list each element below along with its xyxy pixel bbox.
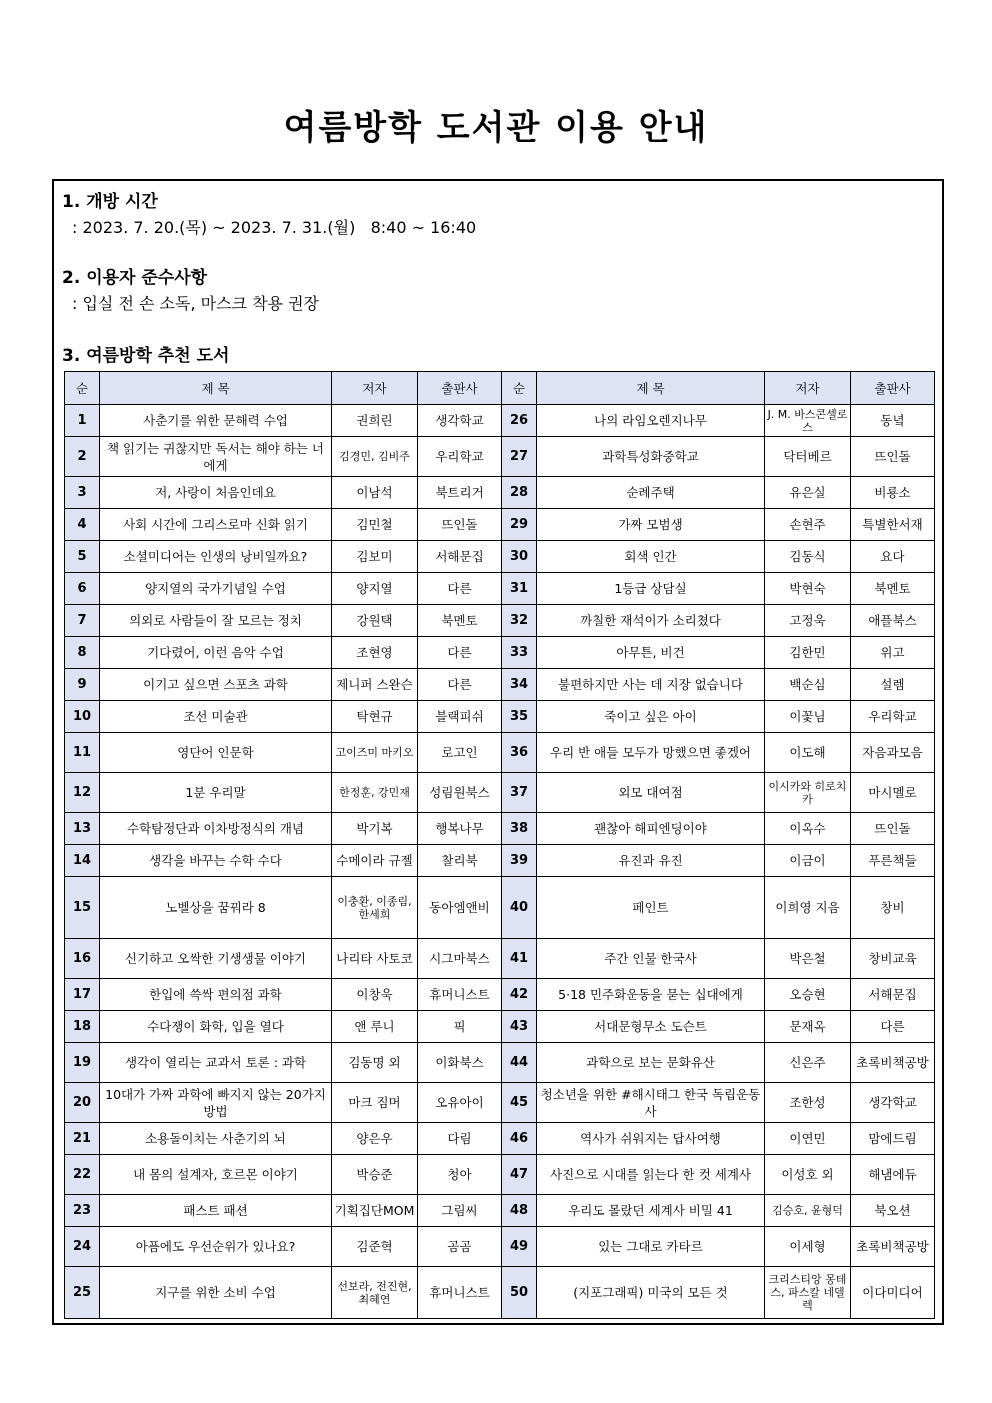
- book-publisher: 북멘토: [418, 605, 502, 637]
- book-no: 44: [502, 1043, 537, 1083]
- book-title: 수다쟁이 화학, 입을 열다: [100, 1011, 332, 1043]
- book-title: 생각이 열리는 교과서 토론 : 과학: [100, 1043, 332, 1083]
- book-publisher: 다른: [418, 573, 502, 605]
- book-title: 회색 인간: [537, 541, 765, 573]
- page-title: 여름방학 도서관 이용 안내: [283, 108, 709, 148]
- book-publisher: 생각학교: [851, 1083, 935, 1123]
- book-author: 김준혁: [332, 1227, 418, 1267]
- book-no: 27: [502, 437, 537, 477]
- table-row: [65, 979, 935, 1011]
- book-publisher: 서해문집: [418, 541, 502, 573]
- book-title: 지구를 위한 소비 수업: [100, 1267, 332, 1319]
- book-author: 고이즈미 마키오: [332, 733, 418, 773]
- book-publisher: 맘에드림: [851, 1123, 935, 1155]
- book-no: 24: [65, 1227, 100, 1267]
- book-title: 외모 대여점: [537, 773, 765, 813]
- book-no: 13: [65, 813, 100, 845]
- table-row: [65, 637, 935, 669]
- book-title: 아무튼, 비건: [537, 637, 765, 669]
- book-publisher: 휴머니스트: [418, 979, 502, 1011]
- book-author: 신은주: [765, 1043, 851, 1083]
- book-publisher: 뜨인돌: [418, 509, 502, 541]
- book-title: 의외로 사람들이 잘 모르는 정치: [100, 605, 332, 637]
- book-title: 생각을 바꾸는 수학 수다: [100, 845, 332, 877]
- book-title: 이기고 싶으면 스포츠 과학: [100, 669, 332, 701]
- book-author: 이옥수: [765, 813, 851, 845]
- book-title: 책 읽기는 귀찮지만 독서는 해야 하는 너에게: [100, 437, 332, 477]
- book-title: 가짜 모범생: [537, 509, 765, 541]
- table-row: [65, 405, 935, 437]
- table-row: [65, 939, 935, 979]
- table-row: [65, 845, 935, 877]
- book-publisher: 다른: [418, 637, 502, 669]
- book-author: 양지열: [332, 573, 418, 605]
- book-author: 조한성: [765, 1083, 851, 1123]
- book-no: 39: [502, 845, 537, 877]
- book-title: 아픔에도 우선순위가 있나요?: [100, 1227, 332, 1267]
- table-row: [65, 1011, 935, 1043]
- table-row: [65, 1123, 935, 1155]
- book-publisher: 북오션: [851, 1195, 935, 1227]
- book-author: 고정욱: [765, 605, 851, 637]
- book-no: 17: [65, 979, 100, 1011]
- book-no: 14: [65, 845, 100, 877]
- book-title: 순례주택: [537, 477, 765, 509]
- table-row: [65, 509, 935, 541]
- book-publisher: 오유아이: [418, 1083, 502, 1123]
- book-title: 사회 시간에 그리스로마 신화 읽기: [100, 509, 332, 541]
- book-author: 김민철: [332, 509, 418, 541]
- book-publisher: 다른: [851, 1011, 935, 1043]
- book-publisher: 시그마북스: [418, 939, 502, 979]
- book-author: 강원택: [332, 605, 418, 637]
- book-author: 이창욱: [332, 979, 418, 1011]
- book-title: 1분 우리말: [100, 773, 332, 813]
- book-title: 조선 미술관: [100, 701, 332, 733]
- book-publisher: 이다미디어: [851, 1267, 935, 1319]
- book-author: 이연민: [765, 1123, 851, 1155]
- book-no: 5: [65, 541, 100, 573]
- table-row: [65, 541, 935, 573]
- book-title: 영단어 인문학: [100, 733, 332, 773]
- book-no: 30: [502, 541, 537, 573]
- book-no: 28: [502, 477, 537, 509]
- book-author: 선보라, 전진현, 최혜연: [332, 1267, 418, 1319]
- book-publisher: 우리학교: [851, 701, 935, 733]
- book-title: 주간 인물 한국사: [537, 939, 765, 979]
- book-publisher: 생각학교: [418, 405, 502, 437]
- book-no: 21: [65, 1123, 100, 1155]
- book-no: 31: [502, 573, 537, 605]
- book-title: 노벨상을 꿈꿔라 8: [100, 877, 332, 939]
- col-publisher: 출판사: [418, 372, 502, 405]
- book-no: 26: [502, 405, 537, 437]
- table-row: [65, 437, 935, 477]
- book-author: 문재옥: [765, 1011, 851, 1043]
- book-author: 김경민, 김비주: [332, 437, 418, 477]
- book-no: 2: [65, 437, 100, 477]
- book-author: 이성호 외: [765, 1155, 851, 1195]
- col-author: 저자: [332, 372, 418, 405]
- book-no: 9: [65, 669, 100, 701]
- book-no: 40: [502, 877, 537, 939]
- book-title: 유진과 유진: [537, 845, 765, 877]
- book-author: 박승준: [332, 1155, 418, 1195]
- book-publisher: 성림원북스: [418, 773, 502, 813]
- book-author: 이세형: [765, 1227, 851, 1267]
- book-publisher: 행복나무: [418, 813, 502, 845]
- book-no: 15: [65, 877, 100, 939]
- col-author-2: 저자: [765, 372, 851, 405]
- table-row: [65, 773, 935, 813]
- book-no: 46: [502, 1123, 537, 1155]
- col-publisher-2: 출판사: [851, 372, 935, 405]
- book-no: 32: [502, 605, 537, 637]
- book-author: 박현숙: [765, 573, 851, 605]
- book-no: 23: [65, 1195, 100, 1227]
- book-author: 이충환, 이종림, 한세희: [332, 877, 418, 939]
- book-publisher: 다른: [418, 669, 502, 701]
- book-title: 신기하고 오싹한 기생생물 이야기: [100, 939, 332, 979]
- book-author: 나리타 사토코: [332, 939, 418, 979]
- table-row: [65, 733, 935, 773]
- book-publisher: 로고인: [418, 733, 502, 773]
- book-author: 박기복: [332, 813, 418, 845]
- book-title: 나의 라임오렌지나무: [537, 405, 765, 437]
- book-publisher: 북트리거: [418, 477, 502, 509]
- book-publisher: 설렘: [851, 669, 935, 701]
- book-author: 박은철: [765, 939, 851, 979]
- table-row: [65, 813, 935, 845]
- col-title: 제 목: [100, 372, 332, 405]
- book-author: 권희린: [332, 405, 418, 437]
- table-row: [65, 1083, 935, 1123]
- book-author: 크리스티앙 몽테스, 파스칼 네델렉: [765, 1267, 851, 1319]
- book-no: 29: [502, 509, 537, 541]
- book-author: 김한민: [765, 637, 851, 669]
- book-title: 기다렸어, 이런 음악 수업: [100, 637, 332, 669]
- book-no: 22: [65, 1155, 100, 1195]
- book-author: 이시카와 히로치카: [765, 773, 851, 813]
- book-title: 우리 반 애들 모두가 망했으면 좋겠어: [537, 733, 765, 773]
- book-publisher: 창비교육: [851, 939, 935, 979]
- book-title: 과학으로 보는 문화유산: [537, 1043, 765, 1083]
- content-box: [52, 179, 944, 1325]
- book-author: 유은실: [765, 477, 851, 509]
- book-author: 기획집단MOM: [332, 1195, 418, 1227]
- book-no: 4: [65, 509, 100, 541]
- book-no: 47: [502, 1155, 537, 1195]
- book-title: 소셜미디어는 인생의 낭비일까요?: [100, 541, 332, 573]
- book-no: 33: [502, 637, 537, 669]
- book-title: 역사가 쉬워지는 답사여행: [537, 1123, 765, 1155]
- book-author: J. M. 바스콘셀로스: [765, 405, 851, 437]
- book-publisher: 다림: [418, 1123, 502, 1155]
- book-no: 49: [502, 1227, 537, 1267]
- book-no: 45: [502, 1083, 537, 1123]
- book-title: 패스트 패션: [100, 1195, 332, 1227]
- book-author: 한정훈, 강민재: [332, 773, 418, 813]
- book-author: 닥터베르: [765, 437, 851, 477]
- book-author: 수메이라 규젤: [332, 845, 418, 877]
- table-row: [65, 605, 935, 637]
- book-publisher: 동아엠앤비: [418, 877, 502, 939]
- table-row: [65, 701, 935, 733]
- table-row: [65, 477, 935, 509]
- col-title-2: 제 목: [537, 372, 765, 405]
- table-row: [65, 1267, 935, 1319]
- book-no: 6: [65, 573, 100, 605]
- section-2-heading: 2. 이용자 준수사항: [62, 268, 208, 288]
- book-publisher: 비룡소: [851, 477, 935, 509]
- book-no: 34: [502, 669, 537, 701]
- table-row: [65, 1043, 935, 1083]
- user-rules-text: : 입실 전 손 소독, 마스크 착용 권장: [72, 294, 320, 313]
- book-author: 이꽃님: [765, 701, 851, 733]
- book-title: 수학탐정단과 이차방정식의 개념: [100, 813, 332, 845]
- book-title: 청소년을 위한 #해시태그 한국 독립운동사: [537, 1083, 765, 1123]
- book-author: 김승호, 윤형덕: [765, 1195, 851, 1227]
- book-no: 37: [502, 773, 537, 813]
- book-no: 35: [502, 701, 537, 733]
- book-publisher: 뜨인돌: [851, 437, 935, 477]
- book-publisher: 특별한서재: [851, 509, 935, 541]
- book-publisher: 애플북스: [851, 605, 935, 637]
- section-1-heading: 1. 개방 시간: [62, 192, 158, 212]
- book-no: 11: [65, 733, 100, 773]
- book-title: 소용돌이치는 사춘기의 뇌: [100, 1123, 332, 1155]
- section-3-heading: 3. 여름방학 추천 도서: [62, 346, 230, 366]
- table-row: [65, 1155, 935, 1195]
- book-title: 서대문형무소 도슨트: [537, 1011, 765, 1043]
- book-table: [64, 371, 935, 1319]
- book-author: 이희영 지음: [765, 877, 851, 939]
- book-publisher: 창비: [851, 877, 935, 939]
- book-publisher: 마시멜로: [851, 773, 935, 813]
- book-publisher: 곰곰: [418, 1227, 502, 1267]
- book-author: 양은우: [332, 1123, 418, 1155]
- book-publisher: 해냄에듀: [851, 1155, 935, 1195]
- book-no: 3: [65, 477, 100, 509]
- book-no: 19: [65, 1043, 100, 1083]
- book-title: 내 몸의 설계자, 호르몬 이야기: [100, 1155, 332, 1195]
- book-publisher: 북멘토: [851, 573, 935, 605]
- book-no: 41: [502, 939, 537, 979]
- book-author: 손현주: [765, 509, 851, 541]
- book-publisher: 동녘: [851, 405, 935, 437]
- book-title: 페인트: [537, 877, 765, 939]
- book-title: 10대가 가짜 과학에 빠지지 않는 20가지 방법: [100, 1083, 332, 1123]
- book-title: 과학특성화중학교: [537, 437, 765, 477]
- book-no: 38: [502, 813, 537, 845]
- book-no: 7: [65, 605, 100, 637]
- book-no: 12: [65, 773, 100, 813]
- book-publisher: 서해문집: [851, 979, 935, 1011]
- book-no: 25: [65, 1267, 100, 1319]
- book-no: 36: [502, 733, 537, 773]
- table-row: [65, 1195, 935, 1227]
- book-author: 김보미: [332, 541, 418, 573]
- book-publisher: 휴머니스트: [418, 1267, 502, 1319]
- book-title: 한입에 쓱싹 편의점 과학: [100, 979, 332, 1011]
- book-author: 앤 루니: [332, 1011, 418, 1043]
- table-row: [65, 573, 935, 605]
- book-author: 오승현: [765, 979, 851, 1011]
- book-author: 김동명 외: [332, 1043, 418, 1083]
- book-title: 1등급 상담실: [537, 573, 765, 605]
- book-no: 48: [502, 1195, 537, 1227]
- book-title: 저, 사랑이 처음인데요: [100, 477, 332, 509]
- book-publisher: 찰리북: [418, 845, 502, 877]
- col-no: 순: [65, 372, 100, 405]
- book-publisher: 요다: [851, 541, 935, 573]
- book-author: 마크 짐머: [332, 1083, 418, 1123]
- book-publisher: 우리학교: [418, 437, 502, 477]
- book-title: 죽이고 싶은 아이: [537, 701, 765, 733]
- book-title: 까칠한 재석이가 소리쳤다: [537, 605, 765, 637]
- book-author: 김동식: [765, 541, 851, 573]
- book-author: 조현영: [332, 637, 418, 669]
- book-author: 이도해: [765, 733, 851, 773]
- opening-hours-text: : 2023. 7. 20.(목) ~ 2023. 7. 31.(월) 8:40 ~ 16:40: [72, 218, 477, 237]
- book-no: 43: [502, 1011, 537, 1043]
- book-publisher: 청아: [418, 1155, 502, 1195]
- book-title: 5·18 민주화운동을 묻는 십대에게: [537, 979, 765, 1011]
- book-author: 탁현규: [332, 701, 418, 733]
- table-row: [65, 877, 935, 939]
- book-no: 16: [65, 939, 100, 979]
- book-publisher: 위고: [851, 637, 935, 669]
- book-no: 10: [65, 701, 100, 733]
- book-title: 있는 그대로 카타르: [537, 1227, 765, 1267]
- book-title: 사춘기를 위한 문해력 수업: [100, 405, 332, 437]
- table-header-row: [65, 372, 935, 405]
- book-title: (지포그래픽) 미국의 모든 것: [537, 1267, 765, 1319]
- book-publisher: 이화북스: [418, 1043, 502, 1083]
- book-publisher: 뜨인돌: [851, 813, 935, 845]
- book-title: 불편하지만 사는 데 지장 없습니다: [537, 669, 765, 701]
- book-title: 양지열의 국가기념일 수업: [100, 573, 332, 605]
- book-no: 1: [65, 405, 100, 437]
- book-author: 제니퍼 스완슨: [332, 669, 418, 701]
- book-title: 사진으로 시대를 읽는다 한 컷 세계사: [537, 1155, 765, 1195]
- book-publisher: 초록비책공방: [851, 1227, 935, 1267]
- book-author: 이금이: [765, 845, 851, 877]
- book-no: 20: [65, 1083, 100, 1123]
- table-row: [65, 1227, 935, 1267]
- book-title: 우리도 몰랐던 세계사 비밀 41: [537, 1195, 765, 1227]
- book-publisher: 블랙피쉬: [418, 701, 502, 733]
- book-publisher: 그림씨: [418, 1195, 502, 1227]
- book-author: 백순심: [765, 669, 851, 701]
- book-publisher: 픽: [418, 1011, 502, 1043]
- table-row: [65, 669, 935, 701]
- book-author: 이남석: [332, 477, 418, 509]
- book-no: 50: [502, 1267, 537, 1319]
- book-no: 42: [502, 979, 537, 1011]
- book-publisher: 자음과모음: [851, 733, 935, 773]
- book-no: 8: [65, 637, 100, 669]
- col-no-2: 순: [502, 372, 537, 405]
- book-title: 괜찮아 해피엔딩이야: [537, 813, 765, 845]
- book-publisher: 푸른책들: [851, 845, 935, 877]
- book-publisher: 초록비책공방: [851, 1043, 935, 1083]
- book-no: 18: [65, 1011, 100, 1043]
